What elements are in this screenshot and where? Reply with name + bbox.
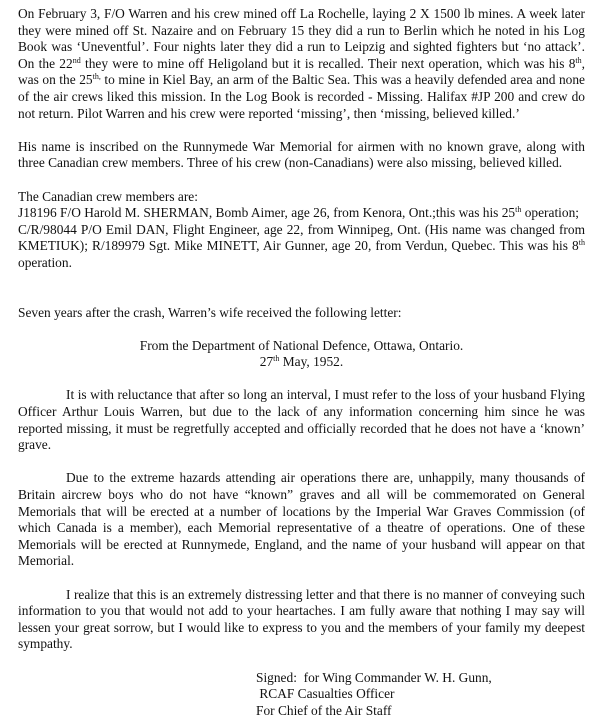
superscript: th, [92, 72, 101, 82]
letter-date [18, 354, 585, 371]
superscript: th [578, 238, 585, 248]
letter-paragraph-2: Due to the extreme hazards attending air operations there are, unhappily, many thousands of Britain aircrew boys who do not have “known” graves and all will be commemorated on General Memorials that will be erected at a number of locations by the Imperial War Graves Commission (of which Canada is a member), each Memorial representative of a theatre of operations. One of these Memorials will be erected at Runnymede, England, and the name of your husband will appear on that Memorial. [18, 470, 585, 569]
superscript: nd [72, 55, 81, 65]
spacer [18, 570, 585, 587]
date-rest: May, 1952. [279, 354, 344, 370]
signature-line-2: RCAF Casualties Officer [256, 686, 395, 702]
narrative-paragraph-operations [18, 6, 585, 122]
spacer [18, 454, 585, 471]
letter-signature [256, 670, 585, 719]
letter-from: From the Department of National Defence, Ottawa, Ontario. [139, 337, 464, 353]
spacer [18, 371, 585, 388]
signature-line-3: For Chief of the Air Staff [256, 702, 392, 718]
document-page [18, 6, 585, 719]
signature-line-1: Signed: for Wing Commander W. H. Gunn, [256, 669, 492, 685]
text-segment: J18196 F/O Harold M. SHERMAN, Bomb Aimer, age 26, from Kenora, Ont.;this was his 25 [18, 205, 516, 221]
crew-member-dan-minett [18, 222, 585, 272]
text-segment: , was on the 25 [18, 55, 586, 88]
superscript: th [273, 354, 280, 364]
crew-member-sherman [18, 205, 585, 222]
date-day: 27 [259, 354, 274, 370]
text-segment: C/R/98044 P/O Emil DAN, Flight Engineer, age 22, from Winnipeg, Ont. (His name was changed from KMETIUK); R/189979 Sgt. Mike MINETT, Air Gunner, age 20, from Verdun, Quebec. This was his 8 [18, 221, 585, 254]
crew-heading: The Canadian crew members are: [18, 188, 198, 204]
letter-paragraph-3: I realize that this is an extremely distressing letter and that there is no manner of conveying such information to you that would not add to your heartaches. I am fully aware that nothing I may say will lessen your great sorrow, but I would like to express to you and the members of your family my deepest sympathy. [18, 586, 585, 652]
text-segment: On February 3, F/O Warren and his crew mined off La Rochelle, laying 2 X 1500 lb mines. A week later they were mined off St. Nazaire and on February 15 they did a run to Berlin which he noted in his Log Book was ‘Uneventful’. Four nights later they did a run to Leipzig and sighted fighters but ‘no attack’. On the 22 [18, 6, 585, 71]
letter-header [18, 338, 585, 371]
superscript: th [575, 55, 582, 65]
spacer [18, 321, 585, 338]
text-segment: operation; [521, 205, 579, 221]
text-segment: they were to mine off Heligoland but it is recalled. Their next operation, which was his 8 [80, 55, 576, 71]
superscript: th [515, 205, 522, 215]
narrative-paragraph-memorial: His name is inscribed on the Runnymede War Memorial for airmen with no known grave, along with three Canadian crew members. Three of his crew (non-Canadians) were also missing, believed killed. [18, 138, 585, 171]
spacer [18, 172, 585, 189]
spacer [18, 653, 585, 670]
spacer [18, 272, 585, 305]
crew-list [18, 205, 585, 271]
letter-paragraph-1: It is with reluctance that after so long an interval, I must refer to the loss of your husband Flying Officer Arthur Louis Warren, but due to the lack of any information concerning him since he was reported missing, it must be regretfully accepted and officially recorded that he does not have a ‘known’ grave. [18, 387, 585, 453]
spacer [18, 122, 585, 139]
text-segment: to mine in Kiel Bay, an arm of the Baltic Sea. This was a heavily defended area and none of the air crews liked this mission. In the Log Book is recorded - Missing. Halifax #JP 200 and crew do not return. Pilot Warren and his crew were reported ‘missing’, then ‘missing, believed killed.’ [18, 72, 585, 121]
text-segment: operation. [18, 254, 72, 270]
letter-intro: Seven years after the crash, Warren’s wife received the following letter: [18, 304, 402, 320]
